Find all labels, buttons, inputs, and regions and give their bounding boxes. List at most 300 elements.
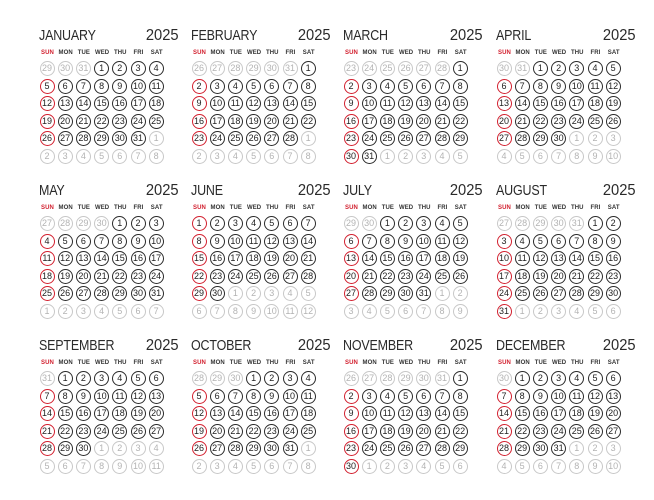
day-cell: 3 [362,389,377,404]
adjacent-month-day: 3 [398,459,413,474]
day-cell: 22 [94,114,109,129]
day-cell: 1 [94,61,109,76]
day-cell: 15 [58,406,73,421]
month-august [495,183,639,333]
adjacent-month-day: 3 [606,441,621,456]
day-cell: 13 [264,96,279,111]
day-cell: 29 [58,441,73,456]
weekday-label: SAT [302,205,315,211]
day-cell: 26 [40,131,55,146]
day-cell: 8 [453,79,468,94]
day-cell: 28 [569,286,584,301]
day-cell: 2 [76,371,91,386]
day-cell: 23 [398,269,413,284]
day-cell: 30 [210,286,225,301]
adjacent-month-day: 7 [210,304,225,319]
month-july [342,183,486,333]
day-cell: 24 [569,114,584,129]
adjacent-month-day: 6 [58,459,73,474]
adjacent-month-day: 10 [131,459,146,474]
weekday-header [495,50,639,59]
adjacent-month-day: 8 [228,304,243,319]
day-cell: 3 [551,371,566,386]
day-cell: 15 [453,406,468,421]
adjacent-month-day: 29 [344,216,359,231]
month-header [343,338,483,358]
day-cell: 26 [398,131,413,146]
day-cell: 15 [192,251,207,266]
day-cell: 16 [192,114,207,129]
day-cell: 22 [515,424,530,439]
weekday-label: SUN [498,205,511,211]
weekday-label: TUE [381,205,395,211]
weekday-label: SUN [193,50,206,56]
day-cell: 19 [453,251,468,266]
day-cell: 10 [94,389,109,404]
day-cell: 10 [569,79,584,94]
day-cell: 28 [435,441,450,456]
month-header [343,28,483,48]
adjacent-month-day: 6 [264,459,279,474]
adjacent-month-day: 2 [246,286,261,301]
day-cell: 17 [149,251,164,266]
day-cell: 22 [453,424,468,439]
day-cell: 23 [112,114,127,129]
month-header [496,183,636,203]
adjacent-month-day: 7 [76,459,91,474]
day-cell: 22 [58,424,73,439]
day-cell: 17 [131,96,146,111]
day-cell: 13 [497,96,512,111]
day-cell: 18 [228,114,243,129]
day-cell: 20 [76,269,91,284]
day-cell: 12 [40,96,55,111]
weekday-label: THU [113,50,127,56]
adjacent-month-day: 9 [246,304,261,319]
adjacent-month-day: 3 [606,131,621,146]
day-cell: 20 [551,269,566,284]
day-cell: 4 [40,234,55,249]
day-cell: 27 [606,424,621,439]
day-cell: 27 [416,131,431,146]
weekday-label: FRI [437,360,448,366]
day-cell: 25 [569,424,584,439]
day-cell: 1 [515,371,530,386]
adjacent-month-day: 12 [301,304,316,319]
day-cell: 8 [301,79,316,94]
weekday-label: SUN [498,50,511,56]
day-cell: 12 [131,389,146,404]
day-cell: 13 [551,251,566,266]
month-year: 2025 [298,182,331,199]
day-cell: 23 [192,131,207,146]
adjacent-month-day: 7 [551,459,566,474]
adjacent-month-day: 3 [76,304,91,319]
day-cell: 24 [416,269,431,284]
day-cell: 29 [94,131,109,146]
weekday-header [495,360,639,369]
day-cell: 9 [264,389,279,404]
day-cell: 9 [533,389,548,404]
day-cell: 22 [380,269,395,284]
day-cell: 6 [76,234,91,249]
day-cell: 7 [283,79,298,94]
weekday-label: THU [417,205,431,211]
day-cell: 30 [264,441,279,456]
adjacent-month-day: 8 [569,149,584,164]
day-cell: 1 [453,61,468,76]
day-cell: 4 [435,216,450,231]
weekday-label: MON [210,360,225,366]
day-cell: 27 [551,286,566,301]
day-cell: 13 [149,389,164,404]
day-cell: 1 [380,216,395,231]
weekday-label: TUE [229,360,243,366]
month-name: MARCH [343,28,388,44]
adjacent-month-day: 2 [192,459,207,474]
month-name: FEBRUARY [191,28,258,44]
adjacent-month-day: 5 [515,459,530,474]
day-cell: 4 [301,371,316,386]
day-cell: 1 [533,61,548,76]
weekday-label: SAT [607,360,620,366]
day-cell: 16 [131,251,146,266]
day-cell: 21 [301,251,316,266]
adjacent-month-day: 5 [453,149,468,164]
day-cell: 25 [246,269,261,284]
day-cell: 19 [398,424,413,439]
month-name: NOVEMBER [343,338,413,354]
day-cell: 27 [416,441,431,456]
day-cell: 6 [416,389,431,404]
day-cell: 5 [264,216,279,231]
day-cell: 1 [588,216,603,231]
weekday-label: SAT [454,205,467,211]
day-cell: 2 [192,79,207,94]
day-cell: 10 [497,251,512,266]
month-october [190,338,334,488]
day-cell: 5 [192,389,207,404]
day-cell: 31 [362,149,377,164]
adjacent-month-day: 4 [283,286,298,301]
adjacent-month-day: 31 [283,61,298,76]
adjacent-month-day: 30 [416,371,431,386]
day-cell: 31 [149,286,164,301]
adjacent-month-day: 27 [497,216,512,231]
day-cell: 17 [228,251,243,266]
adjacent-month-day: 5 [112,304,127,319]
day-cell: 6 [58,79,73,94]
weekday-label: FRI [285,360,296,366]
day-cell: 21 [435,424,450,439]
adjacent-month-day: 8 [569,459,584,474]
day-cell: 26 [131,424,146,439]
adjacent-month-day: 1 [228,286,243,301]
day-cell: 24 [131,114,146,129]
adjacent-month-day: 3 [416,149,431,164]
day-cell: 10 [228,234,243,249]
day-cell: 8 [192,234,207,249]
day-cell: 20 [497,114,512,129]
day-cell: 26 [533,286,548,301]
weekday-label: WED [551,205,567,211]
day-cell: 19 [398,114,413,129]
day-cell: 8 [380,234,395,249]
day-cell: 22 [533,114,548,129]
adjacent-month-day: 30 [94,216,109,231]
day-cell: 8 [515,389,530,404]
month-name: JUNE [191,183,223,199]
day-cell: 21 [362,269,377,284]
day-cell: 12 [606,79,621,94]
day-cell: 12 [264,234,279,249]
day-cell: 26 [606,114,621,129]
day-cell: 9 [606,234,621,249]
weekday-label: SUN [41,205,54,211]
day-cell: 31 [416,286,431,301]
day-cell: 28 [497,441,512,456]
day-cell: 31 [131,131,146,146]
month-year: 2025 [146,27,179,44]
weekday-label: SUN [193,205,206,211]
day-cell: 19 [192,424,207,439]
day-cell: 20 [344,269,359,284]
weekday-label: WED [246,50,262,56]
day-cell: 2 [264,371,279,386]
adjacent-month-day: 8 [94,459,109,474]
weekday-label: SAT [454,360,467,366]
day-cell: 17 [551,406,566,421]
weekday-label: MON [58,50,73,56]
month-header [343,183,483,203]
day-cell: 7 [362,234,377,249]
day-cell: 30 [533,441,548,456]
adjacent-month-day: 11 [149,459,164,474]
adjacent-month-day: 2 [40,149,55,164]
day-cell: 6 [264,79,279,94]
day-cell: 29 [533,131,548,146]
day-cell: 7 [435,79,450,94]
month-header [496,338,636,358]
day-cell: 15 [588,251,603,266]
weekday-label: SAT [302,360,315,366]
day-cell: 24 [228,269,243,284]
day-cell: 22 [453,114,468,129]
weekday-label: FRI [285,205,296,211]
adjacent-month-day: 4 [497,149,512,164]
adjacent-month-day: 1 [380,149,395,164]
day-cell: 28 [435,131,450,146]
month-year: 2025 [603,182,636,199]
weekday-label: FRI [590,360,601,366]
adjacent-month-day: 3 [264,286,279,301]
adjacent-month-day: 3 [344,304,359,319]
day-cell: 19 [588,406,603,421]
day-cell: 24 [149,269,164,284]
weekday-label: MON [210,205,225,211]
day-cell: 3 [416,216,431,231]
day-cell: 2 [533,371,548,386]
day-cell: 25 [588,114,603,129]
day-cell: 22 [192,269,207,284]
adjacent-month-day: 7 [149,304,164,319]
day-cell: 30 [398,286,413,301]
day-cell: 4 [569,371,584,386]
weekday-label: WED [398,50,414,56]
month-year: 2025 [146,337,179,354]
day-cell: 3 [131,61,146,76]
weekday-label: MON [362,50,377,56]
day-cell: 28 [301,269,316,284]
weekday-label: SAT [150,50,163,56]
month-header [191,183,331,203]
day-cell: 9 [398,234,413,249]
day-cell: 18 [380,424,395,439]
day-cell: 24 [94,424,109,439]
adjacent-month-day: 31 [515,61,530,76]
day-cell: 3 [362,79,377,94]
day-cell: 7 [515,79,530,94]
month-name: DECEMBER [496,338,566,354]
adjacent-month-day: 27 [416,61,431,76]
day-cell: 18 [380,114,395,129]
day-cell: 26 [246,131,261,146]
adjacent-month-day: 29 [246,61,261,76]
adjacent-month-day: 28 [58,216,73,231]
day-cell: 28 [228,441,243,456]
day-cell: 26 [192,441,207,456]
adjacent-month-day: 27 [40,216,55,231]
month-header [39,28,179,48]
weekday-label: TUE [381,50,395,56]
weekday-header [495,205,639,214]
adjacent-month-day: 3 [551,304,566,319]
adjacent-month-day: 30 [497,371,512,386]
day-cell: 15 [533,96,548,111]
adjacent-month-day: 1 [435,286,450,301]
day-cell: 27 [344,286,359,301]
weekday-label: THU [417,50,431,56]
day-cell: 19 [40,114,55,129]
month-header [39,183,179,203]
adjacent-month-day: 4 [362,304,377,319]
adjacent-month-day: 29 [40,61,55,76]
weekday-label: FRI [437,205,448,211]
weekday-label: WED [551,360,567,366]
day-cell: 11 [588,79,603,94]
day-cell: 21 [435,114,450,129]
day-cell: 5 [398,79,413,94]
day-cell: 5 [533,234,548,249]
weekday-label: MON [58,360,73,366]
day-cell: 10 [551,389,566,404]
adjacent-month-day: 9 [453,304,468,319]
day-cell: 11 [515,251,530,266]
day-cell: 21 [40,424,55,439]
day-cell: 25 [40,286,55,301]
weekday-label: TUE [77,205,91,211]
day-cell: 29 [453,441,468,456]
day-cell: 10 [362,96,377,111]
day-cell: 23 [344,131,359,146]
adjacent-month-day: 5 [588,304,603,319]
day-cell: 15 [515,406,530,421]
day-cell: 15 [112,251,127,266]
day-cell: 25 [301,424,316,439]
weekday-label: TUE [77,360,91,366]
day-cell: 20 [264,114,279,129]
day-cell: 25 [380,131,395,146]
day-cell: 18 [588,96,603,111]
day-cell: 15 [380,251,395,266]
day-cell: 7 [497,389,512,404]
day-cell: 21 [515,114,530,129]
weekday-header [38,205,182,214]
adjacent-month-day: 28 [435,61,450,76]
day-cell: 20 [416,114,431,129]
day-cell: 25 [435,269,450,284]
day-cell: 26 [398,441,413,456]
day-cell: 16 [551,96,566,111]
day-cell: 11 [435,234,450,249]
day-cell: 31 [497,304,512,319]
day-cell: 27 [58,131,73,146]
day-cell: 17 [94,406,109,421]
day-cell: 17 [497,269,512,284]
day-cell: 24 [497,286,512,301]
weekday-header [342,360,486,369]
adjacent-month-day: 26 [192,61,207,76]
day-cell: 7 [569,234,584,249]
adjacent-month-day: 2 [588,441,603,456]
day-cell: 28 [76,131,91,146]
day-cell: 23 [131,269,146,284]
day-cell: 17 [210,114,225,129]
day-cell: 14 [301,234,316,249]
day-cell: 2 [551,61,566,76]
weekday-label: FRI [590,50,601,56]
day-cell: 9 [192,96,207,111]
day-cell: 4 [380,79,395,94]
adjacent-month-day: 6 [112,149,127,164]
month-year: 2025 [298,27,331,44]
day-cell: 30 [344,459,359,474]
day-cell: 24 [551,424,566,439]
weekday-label: FRI [437,50,448,56]
day-cell: 7 [435,389,450,404]
day-cell: 9 [76,389,91,404]
day-cell: 14 [76,96,91,111]
day-cell: 16 [264,406,279,421]
month-year: 2025 [146,182,179,199]
adjacent-month-day: 2 [588,131,603,146]
day-cell: 10 [283,389,298,404]
weekday-label: SAT [150,360,163,366]
day-cell: 8 [453,389,468,404]
month-header [496,28,636,48]
day-cell: 4 [515,234,530,249]
day-cell: 29 [453,131,468,146]
day-cell: 18 [246,251,261,266]
adjacent-month-day: 6 [533,149,548,164]
month-name: APRIL [496,28,532,44]
adjacent-month-day: 1 [94,441,109,456]
day-cell: 18 [435,251,450,266]
month-february [190,28,334,178]
day-cell: 7 [40,389,55,404]
adjacent-month-day: 9 [112,459,127,474]
month-name: SEPTEMBER [39,338,115,354]
